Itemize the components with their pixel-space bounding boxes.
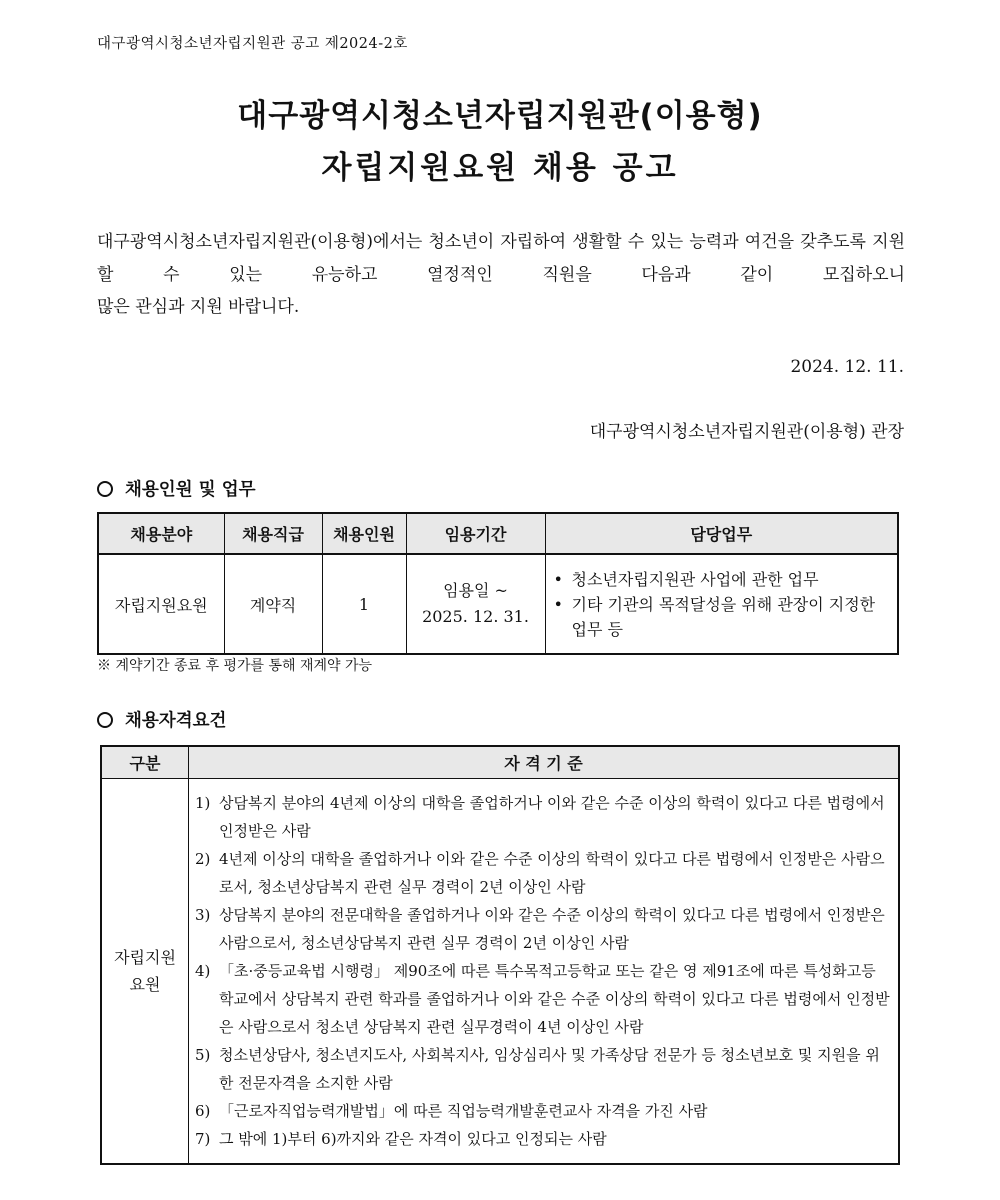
header-period: 임용기간 [406, 513, 545, 554]
requirement-item [195, 789, 890, 845]
cell-period [406, 554, 545, 654]
announcement-date: 2024. 12. 11. [790, 357, 904, 377]
requirement-number: 5) [195, 1046, 211, 1064]
requirement-number: 7) [195, 1130, 211, 1148]
header-category: 구분 [101, 746, 189, 779]
duty-text: 기타 기관의 목적달성을 위해 관장이 지정한 업무 등 [571, 594, 876, 639]
header-field: 채용분야 [98, 513, 224, 554]
section-heading-text: 채용인원 및 업무 [125, 480, 256, 500]
table-header-row [98, 513, 898, 554]
cell-count: 1 [322, 554, 406, 654]
requirement-text: 「근로자직업능력개발법」에 따른 직업능력개발훈련교사 자격을 가진 사람 [219, 1102, 708, 1120]
page-title: 대구광역시청소년자립지원관(이용형) [237, 98, 763, 134]
cell-category [101, 779, 189, 1165]
requirement-item [195, 845, 890, 901]
contract-note: ※ 계약기간 종료 후 평가를 통해 재계약 가능 [97, 658, 373, 674]
requirement-number: 2) [195, 850, 211, 868]
requirement-item [195, 901, 890, 957]
section-heading-recruitment [97, 476, 256, 501]
header-rank: 채용직급 [224, 513, 322, 554]
requirement-item [195, 957, 890, 1041]
requirement-text: 「초·중등교육법 시행령」 제90조에 따른 특수목적고등학교 또는 같은 영 제91조에 따른 특성화고등학교에서 상담복지 관련 학과를 졸업하거나 이와 같은 수준 이상의 학력이 있다고 다른 법령에서 인정받은 사람으로서 청소년 상담복지 관련 실무경력이 4년 이상인 사람 [219, 962, 890, 1036]
category-line: 자립지원 [114, 948, 176, 967]
header-count: 채용인원 [322, 513, 406, 554]
recruitment-table [97, 512, 899, 655]
circle-bullet-icon [97, 712, 113, 728]
duty-item [554, 567, 890, 592]
header-duties: 담당업무 [545, 513, 898, 554]
period-start: 임용일 ~ [443, 581, 508, 600]
qualifications-table [100, 745, 900, 1165]
duty-item [554, 592, 890, 642]
table-header-row [101, 746, 899, 779]
category-line: 요원 [129, 975, 161, 994]
table-row [101, 779, 899, 1165]
period-end: 2025. 12. 31. [422, 607, 529, 626]
bullet-icon: • [553, 569, 563, 589]
page-subtitle: 자립지원요원 채용 공고 [321, 150, 679, 186]
section-heading-qualifications [97, 707, 226, 732]
bullet-icon: • [553, 594, 563, 614]
requirement-text: 그 밖에 1)부터 6)까지와 같은 자격이 있다고 인정되는 사람 [219, 1130, 607, 1148]
requirement-item [195, 1097, 890, 1125]
header-criteria: 자 격 기 준 [189, 746, 900, 779]
requirement-text: 상담복지 분야의 전문대학을 졸업하거나 이와 같은 수준 이상의 학력이 있다고 다른 법령에서 인정받은 사람으로서, 청소년상담복지 관련 실무 경력이 2년 이상인 사람 [219, 906, 885, 952]
intro-paragraph: 대구광역시청소년자립지원관(이용형)에서는 청소년이 자립하여 생활할 수 있는 능력과 여건을 갖추도록 지원할 수 있는 유능하고 열정적인 직원을 다음과 같이 모집하오니 [97, 232, 905, 285]
requirement-text: 상담복지 분야의 4년제 이상의 대학을 졸업하거나 이와 같은 수준 이상의 학력이 있다고 다른 법령에서 인정받은 사람 [219, 794, 885, 840]
requirement-text: 4년제 이상의 대학을 졸업하거나 이와 같은 수준 이상의 학력이 있다고 다른 법령에서 인정받은 사람으로서, 청소년상담복지 관련 실무 경력이 2년 이상인 사람 [219, 850, 885, 896]
requirement-item [195, 1125, 890, 1153]
requirement-number: 4) [195, 962, 211, 980]
requirement-number: 6) [195, 1102, 211, 1120]
duty-text: 청소년자립지원관 사업에 관한 업무 [571, 569, 819, 589]
signer: 대구광역시청소년자립지원관(이용형) 관장 [589, 422, 904, 442]
requirement-text: 청소년상담사, 청소년지도사, 사회복지사, 임상심리사 및 가족상담 전문가 등 청소년보호 및 지원을 위한 전문자격을 소지한 사람 [219, 1046, 880, 1092]
cell-field: 자립지원요원 [98, 554, 224, 654]
requirement-number: 1) [195, 794, 211, 812]
circle-bullet-icon [97, 481, 113, 497]
table-row [98, 554, 898, 654]
cell-rank: 계약직 [224, 554, 322, 654]
section-heading-text: 채용자격요건 [125, 711, 227, 731]
requirement-item [195, 1041, 890, 1097]
intro-last-line: 많은 관심과 지원 바랍니다. [97, 297, 300, 317]
cell-requirements [189, 779, 900, 1165]
document-number: 대구광역시청소년자립지원관 공고 제2024-2호 [97, 36, 408, 52]
cell-duties [545, 554, 898, 654]
requirement-number: 3) [195, 906, 211, 924]
